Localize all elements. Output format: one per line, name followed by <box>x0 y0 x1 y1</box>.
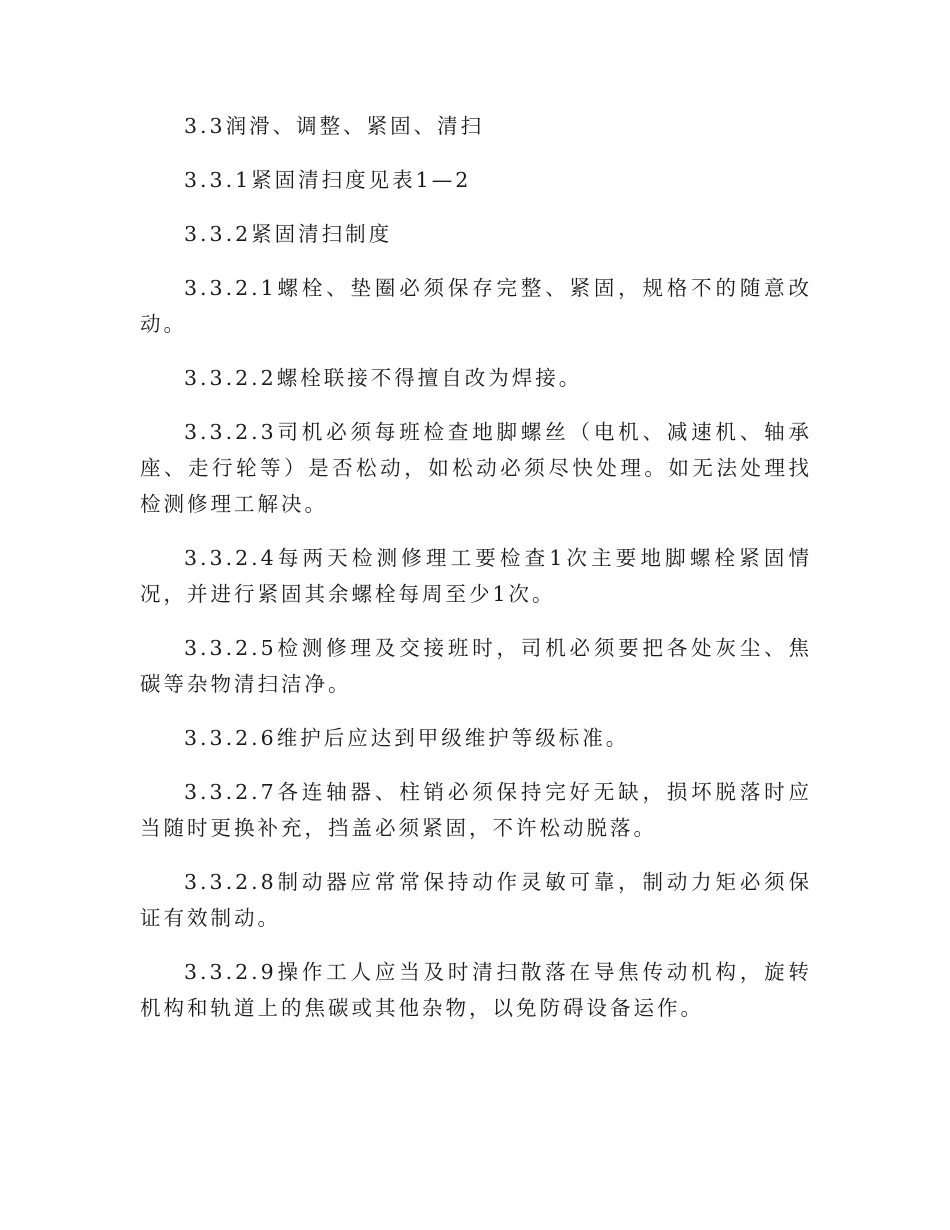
section-heading-3-3-2: 3.3.2紧固清扫制度 <box>184 222 393 246</box>
clause-3-3-2-5: 3.3.2.5检测修理及交接班时，司机必须要把各处灰尘、焦碳等杂物清扫洁净。 <box>140 636 812 696</box>
clause-3-3-2-1: 3.3.2.1螺栓、垫圈必须保存完整、紧固，规格不的随意改动。 <box>140 276 812 336</box>
clause-3-3-2-2: 3.3.2.2螺栓联接不得擅自改为焊接。 <box>184 366 583 390</box>
clause-3-3-2-6: 3.3.2.6维护后应达到甲级维护等级标准。 <box>184 726 630 750</box>
clause-3-3-2-3: 3.3.2.3司机必须每班检查地脚螺丝（电机、减速机、轴承座、走行轮等）是否松动，如松动必须尽快处理。如无法处理找检测修理工解决。 <box>140 420 812 516</box>
section-heading-3-3: 3.3润滑、调整、紧固、清扫 <box>184 114 485 138</box>
clause-3-3-2-7: 3.3.2.7各连轴器、柱销必须保持完好无缺，损坏脱落时应当随时更换补充，挡盖必须紧固，不许松动脱落。 <box>140 780 812 840</box>
clause-3-3-2-4: 3.3.2.4每两天检测修理工要检查1次主要地脚螺栓紧固情况，并进行紧固其余螺栓每周至少1次。 <box>140 546 812 606</box>
section-heading-3-3-1: 3.3.1紧固清扫度见表1—2 <box>184 168 472 192</box>
clause-3-3-2-9: 3.3.2.9操作工人应当及时清扫散落在导焦传动机构，旋转机构和轨道上的焦碳或其他杂物，以免防碍设备运作。 <box>140 960 812 1020</box>
document-body <box>140 108 812 1044</box>
clause-3-3-2-8: 3.3.2.8制动器应常常保持动作灵敏可靠，制动力矩必须保证有效制动。 <box>140 870 812 930</box>
